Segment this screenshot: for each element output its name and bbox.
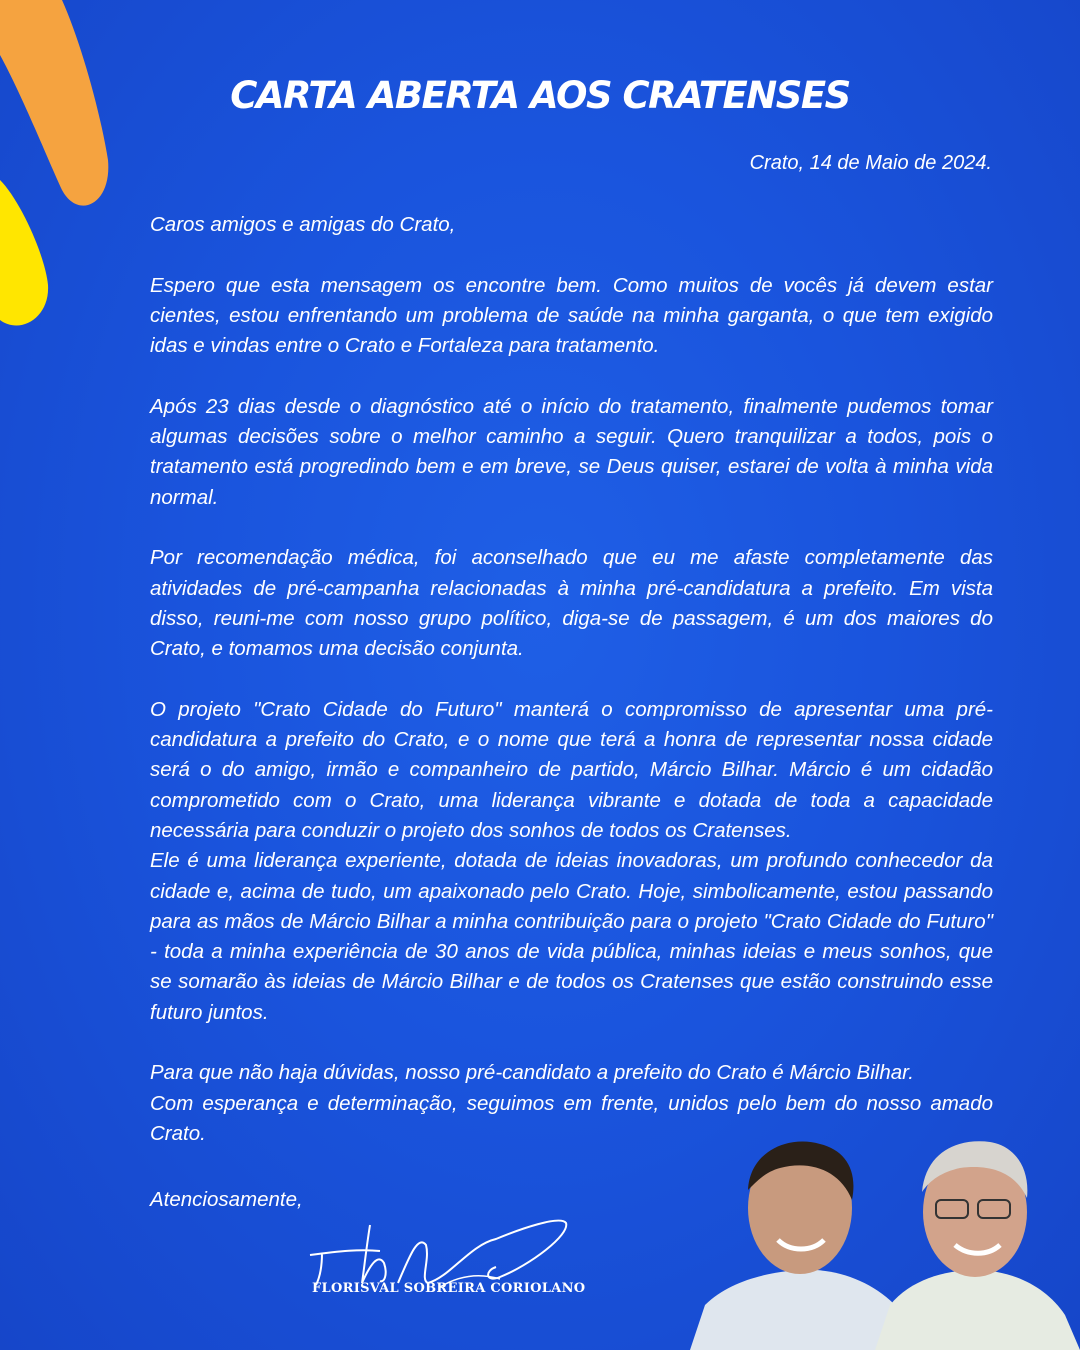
paragraph-project: O projeto "Crato Cidade do Futuro" manterá o compromisso de apresentar uma pré-candidatura a prefeito do Crato, e o nome que terá a honra de representar nossa cidade será o do amigo, irmão e companheiro de partido, Márcio Bilhar. Márcio é um cidadão comprometido com o Crato, uma liderança vibrante e dotada de toda a capacidade necessária para conduzir o projeto dos sonhos de todos os Cratenses.: [150, 697, 993, 842]
signature-name: FLORISVAL SOBREIRA CORIOLANO: [312, 1281, 586, 1296]
paragraph-treatment: Após 23 dias desde o diagnóstico até o início do tratamento, finalmente pudemos tomar algumas decisões sobre o melhor caminho a seguir. Quero tranquilizar a todos, pois o tratamento está progredindo bem e em breve, se Deus quiser, estarei de volta à minha vida normal.: [150, 394, 993, 509]
paragraph-withdrawal: Por recomendação médica, foi aconselhado que eu me afaste completamente das atividades de pré-campanha relacionadas à minha pré-candidatura a prefeito. Em vista disso, reuni-me com nosso grupo político, diga-se de passagem, é um dos maiores do Crato, e tomamos uma decisão conjunta.: [150, 546, 993, 661]
paragraph-candidate: Para que não haja dúvidas, nosso pré-candidato a prefeito do Crato é Márcio Bilhar.: [150, 1061, 914, 1085]
greeting: Caros amigos e amigas do Crato,: [150, 213, 456, 236]
candidates-photo: [690, 1130, 1080, 1350]
letter-title: CARTA ABERTA AOS CRATENSES: [230, 74, 850, 117]
decorative-brush-strokes: [0, 0, 140, 340]
letter-date: Crato, 14 de Maio de 2024.: [749, 152, 992, 174]
paragraph-health: Espero que esta mensagem os encontre bem. Como muitos de vocês já devem estar cientes, estou enfrentando um problema de saúde na minha garganta, o que tem exigido idas e vindas entre o Crato e Fortaleza para tratamento.: [150, 273, 993, 358]
letter-body: [150, 210, 993, 1180]
paragraph-hope: Com esperança e determinação, seguimos em frente, unidos pelo bem do nosso amado Crato.: [150, 1091, 993, 1145]
closing: Atenciosamente,: [150, 1188, 303, 1211]
paragraph-leadership: Ele é uma liderança experiente, dotada de ideias inovadoras, um profundo conhecedor da cidade e, acima de tudo, um apaixonado pelo Crato. Hoje, simbolicamente, estou passando para as mãos de Márcio Bilhar a minha contribuição para o projeto "Crato Cidade do Futuro" - toda a minha experiência de 30 anos de vida pública, minhas ideias e meus sonhos, que se somarão às ideias de Márcio Bilhar e de todos os Cratenses que estão construindo esse futuro juntos.: [150, 849, 993, 1024]
